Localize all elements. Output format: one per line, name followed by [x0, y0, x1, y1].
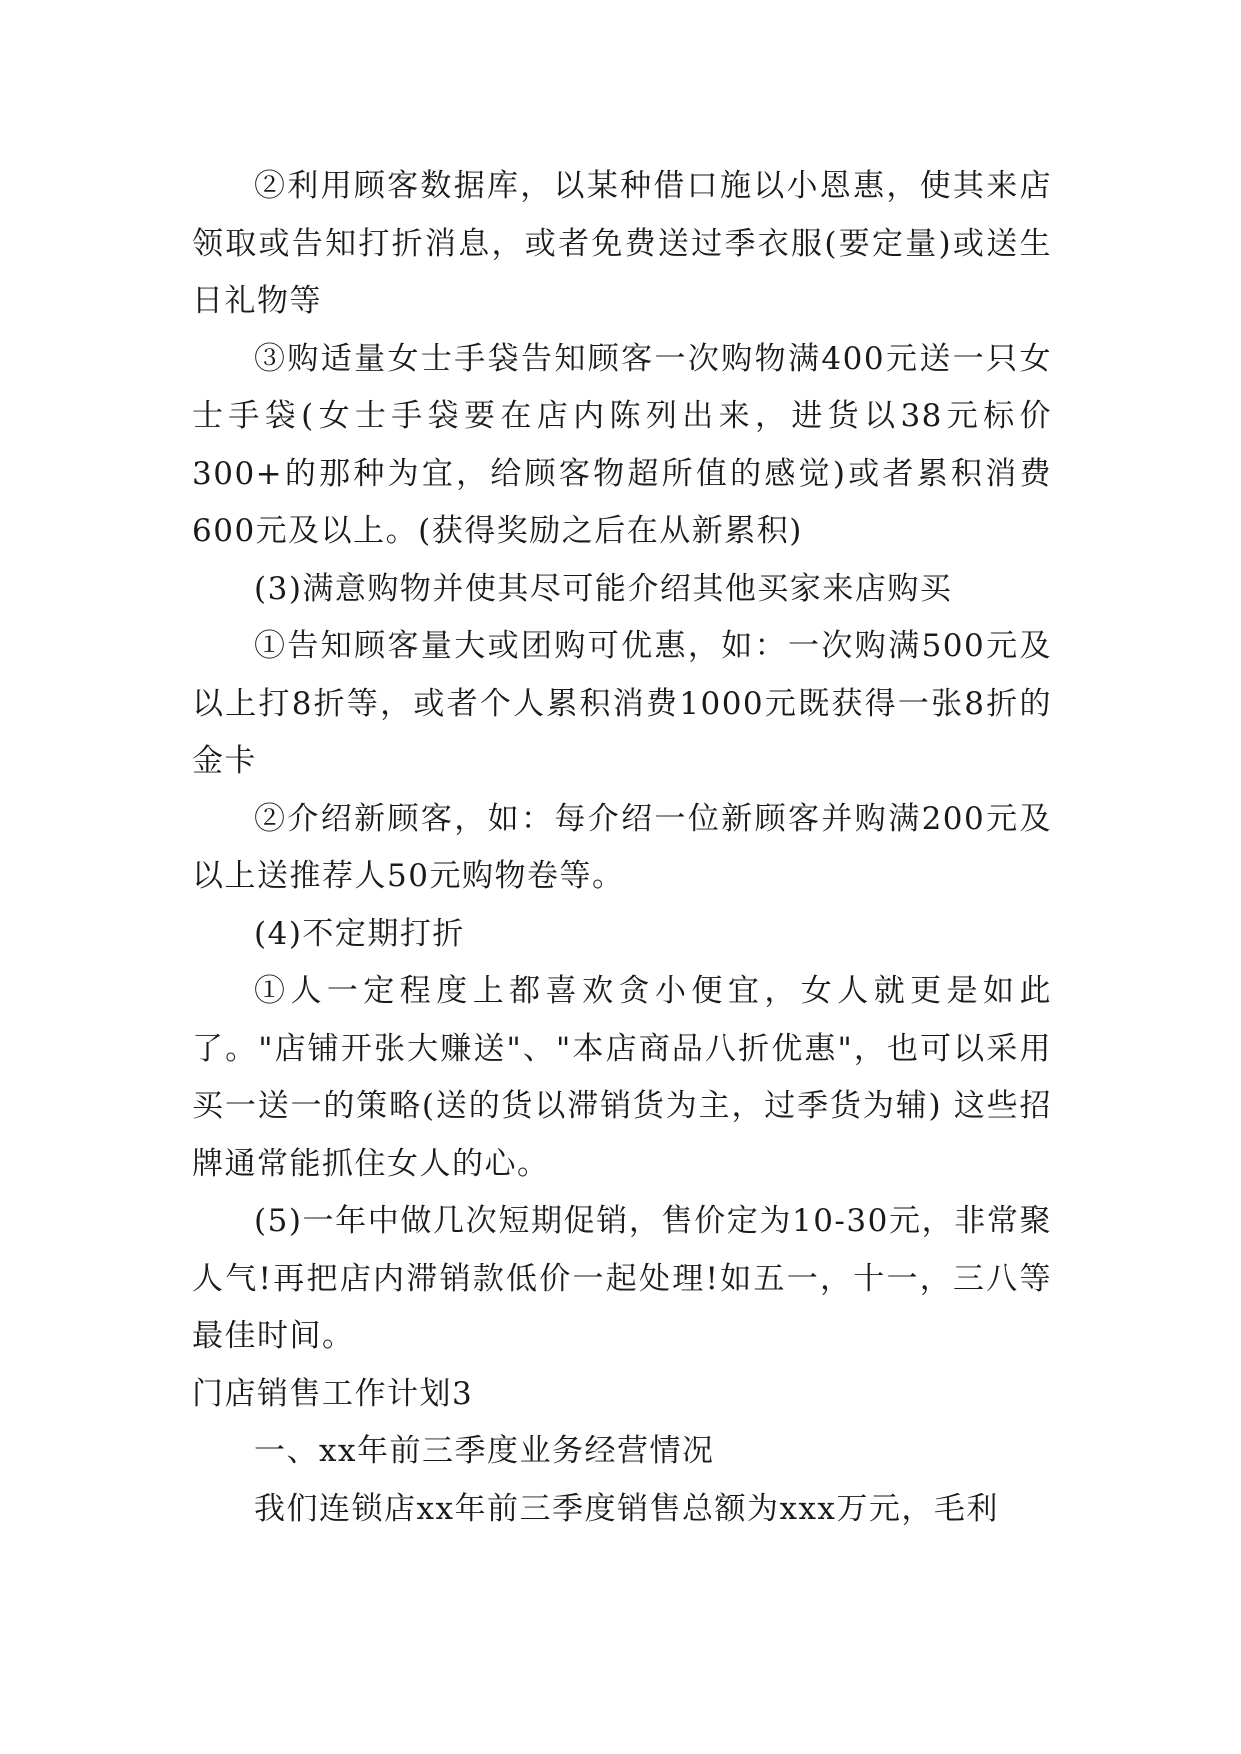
paragraph-handbag-promotion: ③购适量女士手袋告知顾客一次购物满400元送一只女士手袋(女士手袋要在店内陈列出来，进货以38元标价300+的那种为宜，给顾客物超所值的感觉)或者累积消费600元及以上。(获得奖励之后在从新累积): [192, 340, 1052, 549]
section-heading-irregular-discount: (4)不定期打折: [254, 915, 465, 952]
document-section-title: 门店销售工作计划3: [192, 1375, 474, 1412]
document-body: [192, 158, 1052, 1538]
paragraph-referral-reward: ②介绍新顾客，如：每介绍一位新顾客并购满200元及以上送推荐人50元购物卷等。: [192, 800, 1052, 894]
section-heading-satisfied-shopping: (3)满意购物并使其尽可能介绍其他买家来店购买: [254, 570, 953, 607]
paragraph-gift-by-database: ②利用顾客数据库，以某种借口施以小恩惠，使其来店领取或告知打折消息，或者免费送过季衣服(要定量)或送生日礼物等: [192, 168, 1052, 319]
paragraph-sales-summary: 我们连锁店xx年前三季度销售总额为xxx万元，毛利: [254, 1490, 999, 1527]
paragraph-group-discount: ①告知顾客量大或团购可优惠，如：一次购满500元及以上打8折等，或者个人累积消费1000元既获得一张8折的金卡: [192, 628, 1052, 779]
paragraph-bargain-psychology: ①人一定程度上都喜欢贪小便宜，女人就更是如此了。"店铺开张大赚送"、"本店商品八折优惠"，也可以采用买一送一的策略(送的货以滞销货为主，过季货为辅) 这些招牌通常能抓住女人的心。: [192, 973, 1052, 1182]
paragraph-short-term-promotion: (5)一年中做几次短期促销，售价定为10-30元，非常聚人气!再把店内滞销款低价一起处理!如五一，十一，三八等最佳时间。: [192, 1203, 1052, 1354]
section-heading-first-three-quarters: 一、xx年前三季度业务经营情况: [254, 1433, 715, 1469]
